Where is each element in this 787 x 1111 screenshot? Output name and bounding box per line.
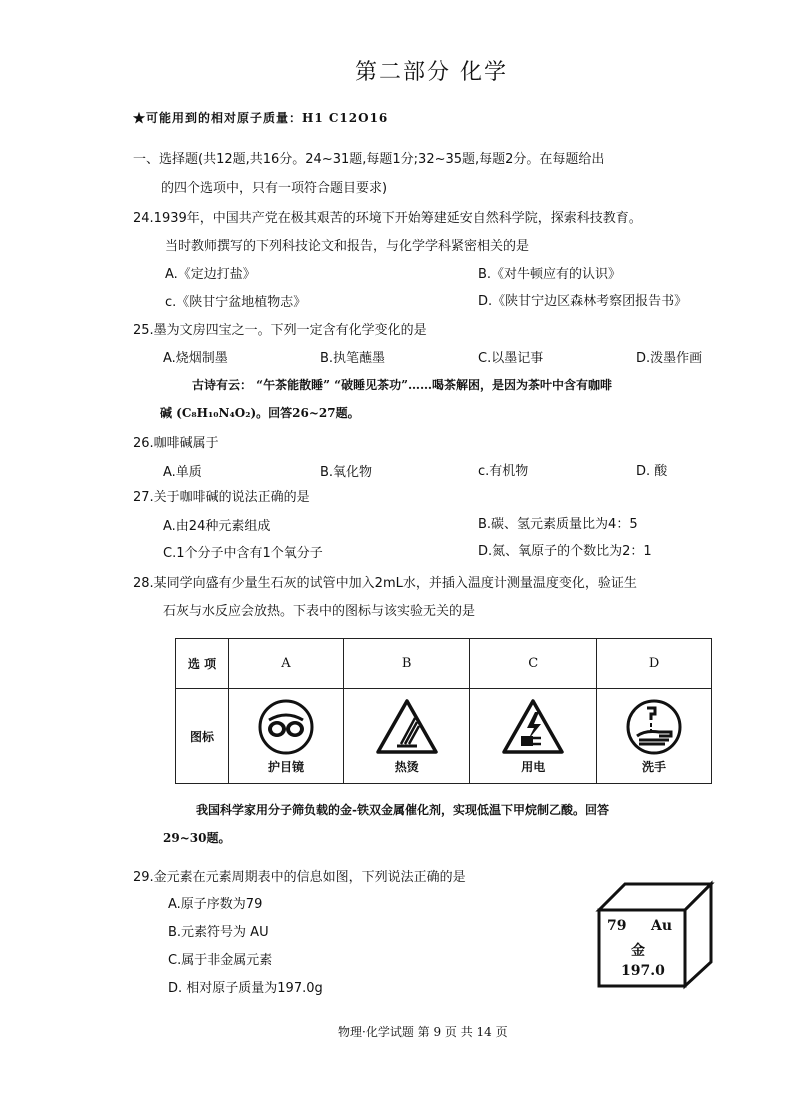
q25-stem: 25.墨为文房四宝之一。下列一定含有化学变化的是 xyxy=(133,323,427,338)
q24-option-c: c.《陕甘宁盆地植物志》 xyxy=(165,295,307,310)
q26-option-b: B.氧化物 xyxy=(320,465,373,480)
section-instruction-line2: 的四个选项中，只有一项符合题目要求) xyxy=(161,181,388,196)
element-name: 金 xyxy=(631,943,645,959)
q26-option-a: A.单质 xyxy=(163,465,202,480)
q26-option-c: c.有机物 xyxy=(478,464,529,479)
handwash-icon xyxy=(625,698,683,756)
q26-option-d: D. 酸 xyxy=(636,464,668,479)
table-header-icon: 图标 xyxy=(176,689,229,784)
goggles-icon xyxy=(257,698,315,756)
hot-cell xyxy=(343,689,470,784)
table-option-a: A xyxy=(229,639,344,689)
table-header-option: 选 项 xyxy=(176,639,229,689)
handwash-cell xyxy=(597,689,712,784)
table-option-d: D xyxy=(597,639,712,689)
section-instruction-line1: 一、选择题(共12题,共16分。24~31题,每题1分;32~35题,每题2分。在每题给出 xyxy=(133,152,605,167)
passage-caffeine-line2: 碱 (C₈H₁₀N₄O₂)。回答26~27题。 xyxy=(160,406,360,420)
q25-option-b: B.执笔蘸墨 xyxy=(320,351,386,366)
q29-option-a: A.原子序数为79 xyxy=(168,897,263,912)
passage-caffeine-line1: 古诗有云： “午茶能散睡” “破睡见茶功”……喝茶解困，是因为茶叶中含有咖啡 xyxy=(192,378,612,392)
q27-option-d: D.氮、氧原子的个数比为2：1 xyxy=(478,544,652,559)
element-atomic-number: 79 xyxy=(607,918,627,934)
table-option-c: C xyxy=(470,639,597,689)
q24-option-a: A.《定边打盐》 xyxy=(165,267,256,282)
icon-label-electricity: 用电 xyxy=(521,759,546,774)
hot-surface-icon xyxy=(375,698,439,756)
element-mass: 197.0 xyxy=(621,963,665,979)
element-symbol: Au xyxy=(651,918,673,934)
q27-option-c: C.1个分子中含有1个氧分子 xyxy=(163,546,323,561)
q24-option-b: B.《对牛顿应有的认识》 xyxy=(478,267,622,282)
q27-stem: 27.关于咖啡碱的说法正确的是 xyxy=(133,490,310,505)
page-footer: 物理·化学试题 第 9 页 共 14 页 xyxy=(338,1025,508,1039)
q28-stem-line1: 28.某同学向盛有少量生石灰的试管中加入2mL水，并插入温度计测量温度变化，验证生 xyxy=(133,576,637,591)
table-option-b: B xyxy=(343,639,470,689)
icon-label-handwash: 洗手 xyxy=(642,759,667,774)
q24-stem-line2: 当时教师撰写的下列科技论文和报告，与化学学科紧密相关的是 xyxy=(165,239,530,254)
q25-option-c: C.以墨记事 xyxy=(478,351,544,366)
q27-option-a: A.由24种元素组成 xyxy=(163,519,271,534)
gold-element-cube xyxy=(595,880,715,990)
q25-option-a: A.烧烟制墨 xyxy=(163,351,228,366)
q29-option-b: B.元素符号为 AU xyxy=(168,925,269,940)
q26-stem: 26.咖啡碱属于 xyxy=(133,436,219,451)
q29-option-c: C.属于非金属元素 xyxy=(168,953,273,968)
q24-option-d: D.《陕甘宁边区森林考察团报告书》 xyxy=(478,294,688,309)
q28-stem-line2: 石灰与水反应会放热。下表中的图标与该实验无关的是 xyxy=(163,604,476,619)
electricity-icon xyxy=(501,698,565,756)
icon-label-hot: 热烫 xyxy=(394,759,419,774)
q29-stem: 29.金元素在元素周期表中的信息如图，下列说法正确的是 xyxy=(133,870,466,885)
q29-option-d: D. 相对原子质量为197.0g xyxy=(168,981,323,996)
icon-label-goggles: 护目镜 xyxy=(267,759,304,774)
goggles-cell xyxy=(229,689,344,784)
electricity-cell xyxy=(470,689,597,784)
atomic-mass-note: ★可能用到的相对原子质量：H1 C12O16 xyxy=(133,111,389,125)
q25-option-d: D.泼墨作画 xyxy=(636,351,703,366)
q24-stem-line1: 24.1939年，中国共产党在极其艰苦的环境下开始筹建延安自然科学院，探索科技教育。 xyxy=(133,211,642,226)
passage-catalyst-line1: 我国科学家用分子筛负载的金-铁双金属催化剂，实现低温下甲烷制乙酸。回答 xyxy=(196,803,609,817)
passage-catalyst-line2: 29~30题。 xyxy=(163,831,231,845)
lab-icons-table xyxy=(175,638,712,784)
q27-option-b: B.碳、氢元素质量比为4：5 xyxy=(478,517,638,532)
page-title: 第二部分 化学 xyxy=(355,60,508,85)
